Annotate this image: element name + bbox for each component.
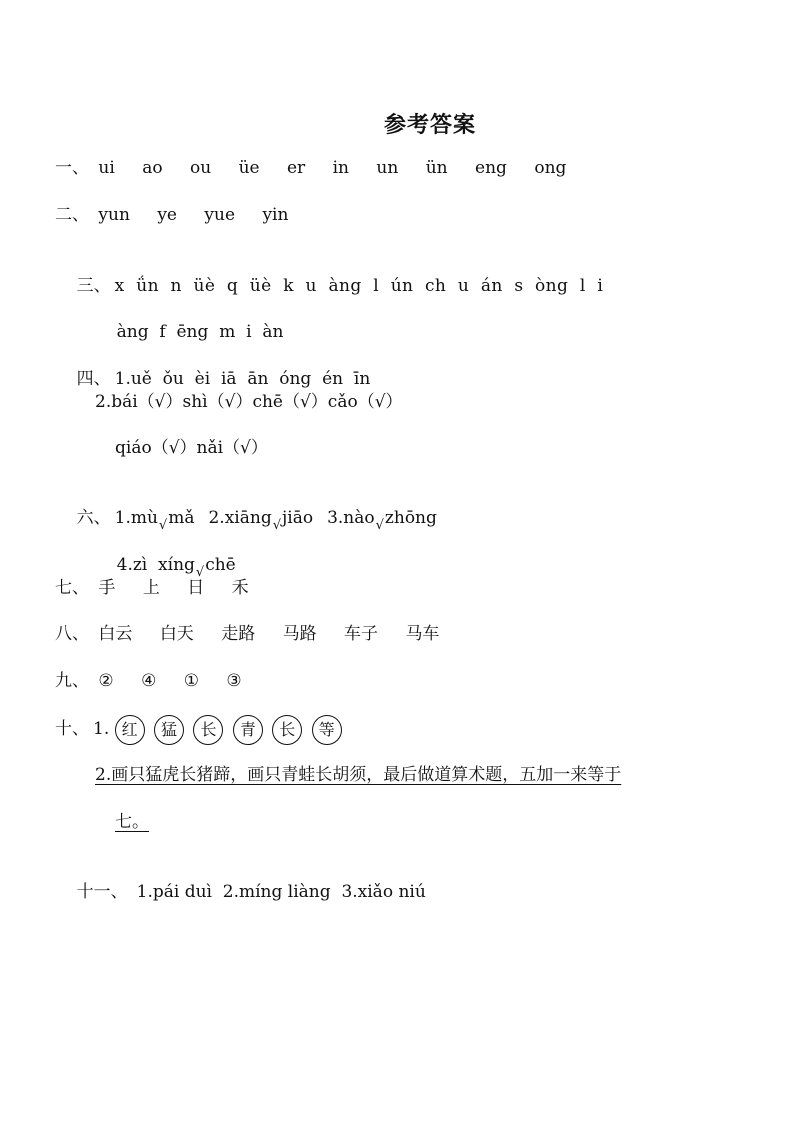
circled-character: 猛	[154, 715, 184, 745]
q1-item: ong	[534, 158, 567, 178]
q3-row2-text: àng f ēng m i àn	[116, 322, 284, 342]
question-4-label: 四、	[76, 369, 111, 389]
q8-item: 车子	[344, 624, 379, 644]
q7-item: 上	[142, 578, 160, 598]
q4-part1-text: 1.uě ǒu èi iā ān óng én īn	[114, 369, 371, 389]
q6-b1: 2.xiāng	[208, 508, 272, 528]
q1-item: er	[287, 158, 306, 178]
question-2	[55, 203, 288, 227]
q4-part2a-text: 2.bái（√）shì（√）chē（√）cǎo（√）	[95, 392, 403, 412]
q7-item: 禾	[231, 578, 249, 598]
q6-a2: mǎ	[168, 508, 195, 528]
q7-item: 日	[187, 578, 205, 598]
question-8-label: 八、	[55, 624, 89, 644]
q6-c2: zhōng	[384, 508, 437, 528]
q1-item: un	[376, 158, 399, 178]
question-10-part-2-line-1	[95, 763, 621, 787]
q1-item: ün	[425, 158, 448, 178]
check-mark-icon: √	[158, 518, 168, 533]
q6-d2: chē	[205, 555, 236, 575]
q8-item: 马车	[405, 624, 440, 644]
circled-character: 长	[193, 715, 223, 745]
q3-row1-text: x ǘn n üè q üè k u àng l ún ch u án s òng l i	[114, 276, 604, 296]
question-1-label: 一、	[55, 158, 89, 178]
q2-item: ye	[157, 205, 177, 225]
question-9	[55, 669, 242, 693]
question-11-label: 十一、	[76, 882, 128, 902]
q9-item: ④	[141, 671, 157, 691]
q9-item: ②	[98, 671, 114, 691]
q6-d1: 4.zì xíng	[116, 555, 195, 575]
question-9-label: 九、	[55, 671, 89, 691]
q2-item: yue	[204, 205, 236, 225]
question-8	[55, 622, 439, 646]
check-mark-icon: √	[195, 565, 205, 580]
circled-character: 等	[312, 715, 342, 745]
q10-part1-prefix: 1.	[93, 719, 110, 739]
q1-item: ui	[98, 158, 115, 178]
q10-part2-line1: 2.画只猛虎长猪蹄，画只青蛙长胡须，最后做道算术题，五加一来等于	[95, 765, 622, 785]
q10-part2-line2: 七。	[115, 812, 149, 832]
circled-character: 红	[115, 715, 145, 745]
question-7	[55, 576, 249, 600]
question-4-part-2a	[95, 390, 403, 414]
question-10-label: 十、	[55, 719, 89, 739]
q8-item: 走路	[221, 624, 256, 644]
q8-item: 白天	[159, 624, 194, 644]
q1-item: ao	[142, 158, 163, 178]
q4-part2b-text: qiáo（√）nǎi（√）	[115, 438, 268, 458]
check-mark-icon: √	[375, 518, 384, 533]
question-4-part-2b	[115, 436, 268, 460]
q7-item: 手	[98, 578, 116, 598]
check-mark-icon: √	[272, 518, 281, 533]
q9-item: ①	[183, 671, 199, 691]
question-3-label: 三、	[76, 276, 111, 296]
q6-a1: 1.mù	[114, 508, 158, 528]
question-11	[55, 856, 426, 928]
q1-item: eng	[475, 158, 507, 178]
q1-item: in	[332, 158, 349, 178]
question-10-part-1	[55, 713, 346, 745]
page-title: 参考答案	[383, 113, 476, 138]
q2-item: yin	[262, 205, 289, 225]
q1-item: ou	[189, 158, 212, 178]
q9-item: ③	[226, 671, 242, 691]
question-1	[55, 156, 566, 180]
q6-b2: jiāo	[282, 508, 314, 528]
q2-item: yun	[98, 205, 130, 225]
circled-character: 长	[272, 715, 302, 745]
question-6-label: 六、	[76, 508, 111, 528]
question-7-label: 七、	[55, 578, 89, 598]
q8-item: 马路	[282, 624, 317, 644]
q11-text: 1.pái duì 2.míng liàng 3.xiǎo niú	[136, 882, 426, 902]
q6-c1: 3.nào	[327, 508, 375, 528]
q1-item: üe	[238, 158, 260, 178]
q8-item: 白云	[98, 624, 133, 644]
question-2-label: 二、	[55, 205, 89, 225]
circled-character: 青	[233, 715, 263, 745]
question-10-part-2-line-2	[115, 810, 149, 834]
